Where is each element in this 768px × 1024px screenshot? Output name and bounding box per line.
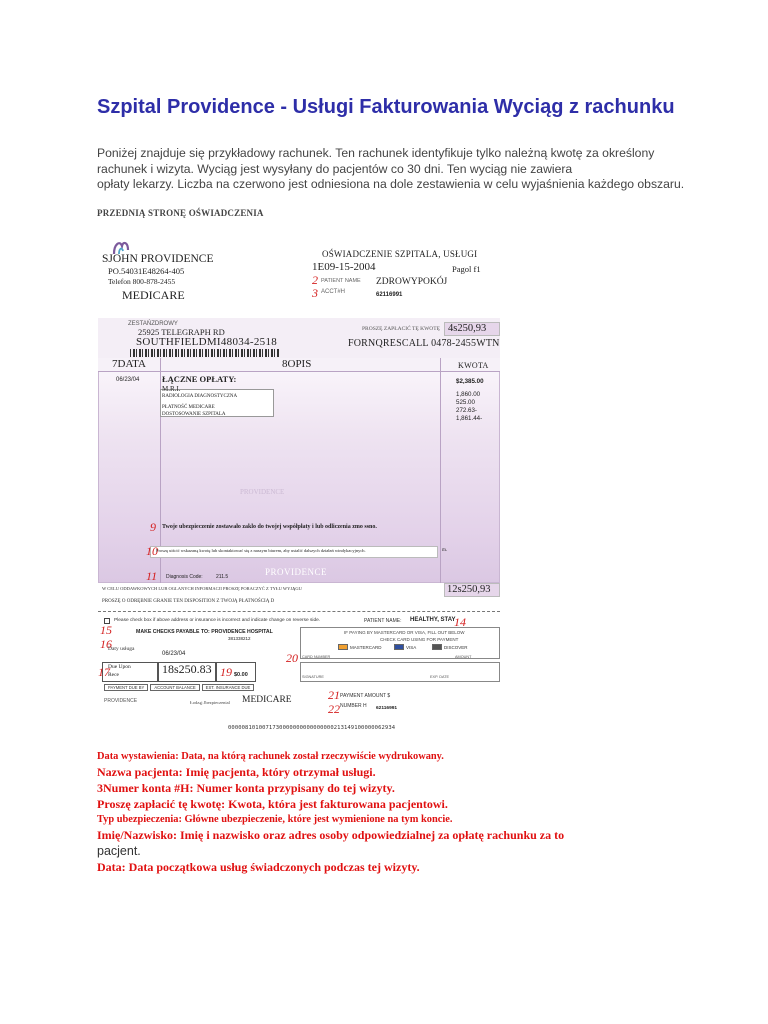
marker-3: 3 [312, 286, 318, 300]
explanation-item: pacjent. [97, 844, 141, 858]
message-suffix: m. [442, 548, 448, 553]
patient-name-label-2: PATIENT NAME: [364, 618, 402, 624]
hospital-name: SJOHN PROVIDENCE [102, 253, 214, 265]
marker-14: 14 [454, 615, 466, 629]
diagnosis-label: Diagnosis Code: [166, 574, 203, 580]
amount-value: $2,385.00 [456, 378, 484, 385]
service-item: DOSTOSOWANIE SZPITALA [162, 412, 226, 417]
statement-date-label: Daty usługa [108, 646, 135, 652]
due-receipt: Rece [108, 672, 119, 678]
statement-image [90, 226, 510, 738]
intro-line: Poniżej znajduje się przykładowy rachunek. Ten rachunek identyfikuje tylko należną kwotę za określony [97, 146, 655, 160]
amount-label: AMOUNT [455, 655, 472, 659]
sub-text: Łodząj Jbezpieczenial [190, 700, 230, 705]
marker-10: 10 [146, 544, 158, 558]
account-number-2: 62116991 [376, 706, 398, 711]
watermark-text: PROVIDENCE [240, 488, 285, 496]
statement-date: 1E09-15-2004 [312, 261, 376, 273]
explanation-item: Proszę zapłacić tę kwotę: Kwota, która jest fakturowana pacjentowi. [97, 797, 448, 811]
account-label-2: NUMBER H [340, 703, 367, 709]
patient-name: ZDROWYPOKÓJ [376, 277, 448, 287]
diagnosis-code: 211.5 [216, 574, 229, 580]
due-upon: Due Upon [108, 664, 131, 670]
patient-name-label: PATIENT NAME [321, 278, 361, 284]
intro-line: rachunek i wizyta. Wyciąg jest wysyłany do pacjentów co 30 dni. Ten wyciąg nie zawiera [97, 161, 573, 176]
explanation-item: 3Numer konta #H: Numer konta przypisany do tej wizyty. [97, 781, 395, 795]
marker-16: 16 [100, 637, 112, 651]
marker-20: 20 [286, 651, 298, 665]
make-checks-payable: MAKE CHECKS PAYABLE TO: PROVIDENCE HOSPITAL [136, 629, 273, 635]
service-item: PŁATNOŚĆ MEDICARE [162, 405, 215, 410]
account-number: 62116991 [376, 292, 403, 298]
info-note: W CELU ODDAWKOWYCH LUB OGLANYCH INFORMACJI PROSZĘ PORACZYĆ Z TYŁU WYJĄGU [102, 586, 302, 591]
card-instructions: IF PAYING BY MASTERCARD OR VISA, FILL OUT BELOW [344, 630, 465, 635]
phone-line: FORNQRESCALL 0478-2455WTN [348, 338, 500, 349]
amount-value: 272.63- [456, 407, 477, 414]
hospital-phone: Telefon 800-878-2455 [108, 277, 176, 286]
intro-line: opłaty lekarzy. Liczba na czerwono jest odniesiona na dole zestawienia w celu wyjaśnienia każdego obszaru. [97, 177, 685, 192]
explanation-item: Data wystawienia: Data, na którą rachunek został rzeczywiście wydrukowany. [97, 751, 444, 762]
explanation-item: Imię/Nazwisko: Imię i nazwisko oraz adres osoby odpowiedzialnej za opłatę rachunku za to [97, 828, 565, 842]
service-item: M.R.I. [162, 385, 181, 393]
marker-17: 17 [98, 665, 110, 679]
make-checks-number: 381338212 [228, 636, 251, 641]
statement-date-2: 06/23/04 [162, 651, 186, 657]
section-label: PRZEDNIĄ STRONĘ OŚWIADCZENIA [97, 208, 264, 218]
column-header-date: 7DATA [112, 358, 146, 370]
explanation-item: Data: Data początkowa usług świadczonych podczas tej wizyty. [97, 860, 420, 874]
insurance-due-label: EST. INSURANCE DUE [202, 684, 255, 691]
checkbox-label: Please check box if above address or insurance is incorrect and indicate change on reverse side. [114, 618, 321, 623]
guarantor-label: ZESTAŃZDROWY [128, 321, 178, 327]
marker-15: 15 [100, 623, 112, 637]
amount-value: 525.00 [456, 399, 475, 406]
service-date: 06/23/04 [116, 377, 140, 383]
pay-amount-2: 12s250,93 [447, 584, 491, 595]
marker-11: 11 [146, 569, 158, 583]
ocr-scan-line: 0000081010071730000000000000000213149100000062934 [228, 725, 396, 731]
explanation-item: Nazwa pacjenta: Imię pacjenta, który otrzymał usługi. [97, 765, 376, 779]
exp-date-label: EXP. DATE [430, 675, 450, 679]
pay-amount: 4s250,93 [448, 323, 487, 334]
total-charges-label: ŁĄCZNE OPŁATY: [162, 374, 237, 384]
insurance-due: $0.00 [234, 672, 248, 678]
payment-amount-label: PAYMENT AMOUNT $ [340, 693, 391, 699]
insurance-note: Twoje ubezpieczenie zostawało zaklo do twojej współpłaty i lub odliczenia zmo ssno. [162, 524, 377, 530]
guarantor-address-line: 25925 TELEGRAPH RD [138, 327, 225, 337]
hospital-po: PO.54031E48264-405 [108, 266, 185, 276]
signature-box[interactable] [300, 662, 500, 682]
message-text: Proszę uiścić wskazaną kwotę lub skontaktować się z naszym biurem, aby ustalić dalszych działań windykacyjnych. [156, 548, 366, 553]
card-number-label: CARD NUMBER [302, 655, 331, 659]
return-note: PROSZĘ O ODRĘBNIE GRANIE TEN DISPOSITION Z TWOJĄ PŁATNOŚCIĄ D [102, 599, 275, 604]
guarantor-address-line: SOUTHFIELDMI48034-2518 [136, 336, 278, 348]
payment-due-label: PAYMENT DUE BY [104, 684, 148, 691]
pay-amount-label: PROSZĘ ZAPŁACIĆ TĘ KWOTĘ [362, 326, 440, 332]
column-header-amount: KWOTA [458, 361, 489, 370]
amount-value: 1,861.44- [456, 415, 483, 422]
account-label: ACCT#H [321, 289, 346, 295]
account-balance: 18s250.83 [162, 662, 212, 676]
visa-icon [394, 644, 404, 650]
column-divider [440, 358, 441, 583]
marker-21: 21 [328, 688, 340, 702]
amount-value: 1,860.00 [456, 391, 481, 398]
marker-2: 2 [312, 273, 318, 287]
postal-barcode [130, 349, 280, 357]
marker-19: 19 [220, 665, 232, 679]
intro-paragraph [97, 146, 697, 193]
marker-9: 9 [150, 520, 156, 534]
providence-logo-small: PROVIDENCE [104, 698, 138, 704]
discover-icon [432, 644, 442, 650]
signature-label: SIGNATURE [302, 675, 324, 679]
explanation-item: Typ ubezpieczenia: Główne ubezpieczenie, które jest wymienione na tym koncie. [97, 814, 453, 825]
provider-watermark: PROVIDENCE [265, 567, 328, 577]
insurance-type: MEDICARE [122, 288, 185, 302]
insurance-type-2: MEDICARE [242, 695, 292, 705]
mastercard-icon [338, 644, 348, 650]
card-instructions-2: CHECK CARD USING FOR PAYMENT [380, 637, 459, 642]
explanations [97, 749, 697, 875]
visa-label[interactable]: VISA [406, 645, 417, 650]
service-item: RADIOLOGIA DIAGNOSTYCZNA [162, 394, 238, 399]
page-number: Pagol f1 [452, 264, 481, 274]
column-header-description: 8OPIS [282, 358, 312, 370]
page-title: Szpital Providence - Usługi Fakturowania Wyciąg z rachunku [97, 96, 675, 118]
marker-22: 22 [328, 702, 340, 716]
account-balance-label: ACCOUNT BALANCE [150, 684, 199, 691]
patient-name-2: HEALTHY, STAY [410, 617, 456, 623]
discover-label[interactable]: DISCOVER [444, 645, 468, 650]
tear-line [98, 611, 500, 612]
stub-footer-labels [104, 684, 256, 691]
statement-header: OŚWIADCZENIE SZPITALA, USŁUGI [322, 249, 478, 259]
mastercard-label[interactable]: MASTERCARD [350, 645, 382, 650]
